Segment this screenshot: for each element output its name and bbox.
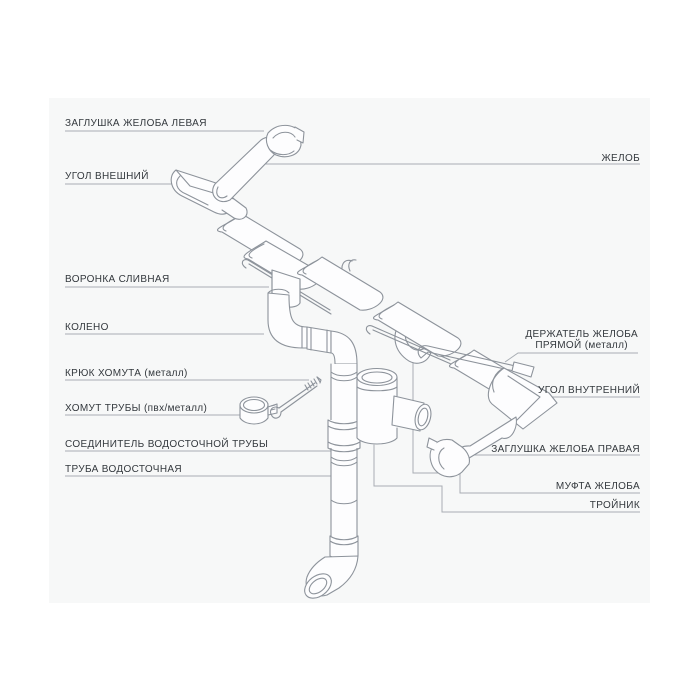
label-derzhatel-zheloba xyxy=(525,329,638,351)
left-end-cap xyxy=(266,125,304,156)
label-ugol-vneshniy: УГОЛ ВНЕШНИЙ xyxy=(65,171,149,182)
label-kryuk-khomuta: КРЮК ХОМУТА (металл) xyxy=(65,368,188,379)
label-zaglushka-zheloba-levaya: ЗАГЛУШКА ЖЕЛОБА ЛЕВАЯ xyxy=(65,118,207,129)
elbow-upper xyxy=(268,289,307,348)
label-koleno: КОЛЕНО xyxy=(65,322,109,333)
label-ugol-vnutrenniy: УГОЛ ВНУТРЕННИЙ xyxy=(538,385,640,396)
downpipe xyxy=(331,364,357,546)
gutter-segment-d xyxy=(373,302,460,356)
elbow-sleeve xyxy=(307,327,331,353)
right-end-cap xyxy=(427,438,469,477)
label-derzhatel-line2: ПРЯМОЙ (металл) xyxy=(535,340,628,351)
leader-derzhatel xyxy=(505,353,638,362)
label-soedinitel-truby: СОЕДИНИТЕЛЬ ВОДОСТОЧНОЙ ТРУБЫ xyxy=(65,439,269,450)
label-truba-vodostochnaya: ТРУБА ВОДОСТОЧНАЯ xyxy=(65,464,182,475)
label-khomut-truby: ХОМУТ ТРУБЫ (пвх/металл) xyxy=(65,403,208,414)
label-voronka-slivnaya: ВОРОНКА СЛИВНАЯ xyxy=(65,274,170,285)
tee-pipe xyxy=(357,369,433,445)
downpipe-outlet xyxy=(300,536,358,603)
label-derzhatel-line1: ДЕРЖАТЕЛЬ ЖЕЛОБА xyxy=(525,329,638,340)
gutter-segment-a xyxy=(213,137,276,201)
pipe-clamp xyxy=(240,397,277,424)
inner-corner xyxy=(488,368,557,429)
label-zaglushka-zheloba-pravaya: ЗАГЛУШКА ЖЕЛОБА ПРАВАЯ xyxy=(491,444,640,455)
label-troynik: ТРОЙНИК xyxy=(589,500,640,511)
label-zhelob: ЖЕЛОБ xyxy=(601,153,640,164)
label-mufta-zheloba: МУФТА ЖЕЛОБА xyxy=(555,481,640,492)
clamp-hook-rod xyxy=(271,377,321,418)
elbow-lower xyxy=(331,331,357,364)
